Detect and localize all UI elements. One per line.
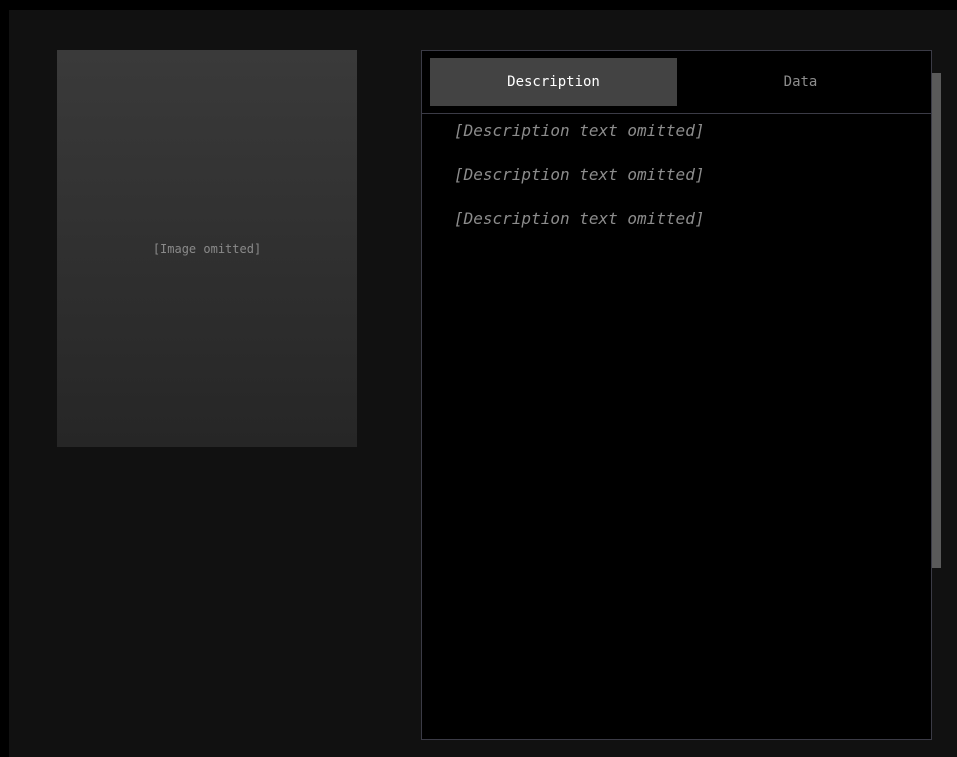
description-paragraph-2: [Description text omitted] [454, 165, 705, 184]
uploaded-photo [57, 50, 357, 447]
photo-placeholder-caption: [Image omitted] [152, 241, 262, 256]
app-background [9, 10, 957, 757]
tab-description[interactable]: Description [430, 58, 677, 106]
description-paragraph-1: [Description text omitted] [454, 121, 705, 140]
description-panel [421, 50, 932, 740]
tab-bar [422, 51, 931, 114]
scrollbar-thumb[interactable] [932, 73, 941, 568]
tab-data[interactable]: Data [783, 74, 818, 90]
description-paragraph-3: [Description text omitted] [454, 209, 705, 228]
description-body [454, 119, 904, 251]
